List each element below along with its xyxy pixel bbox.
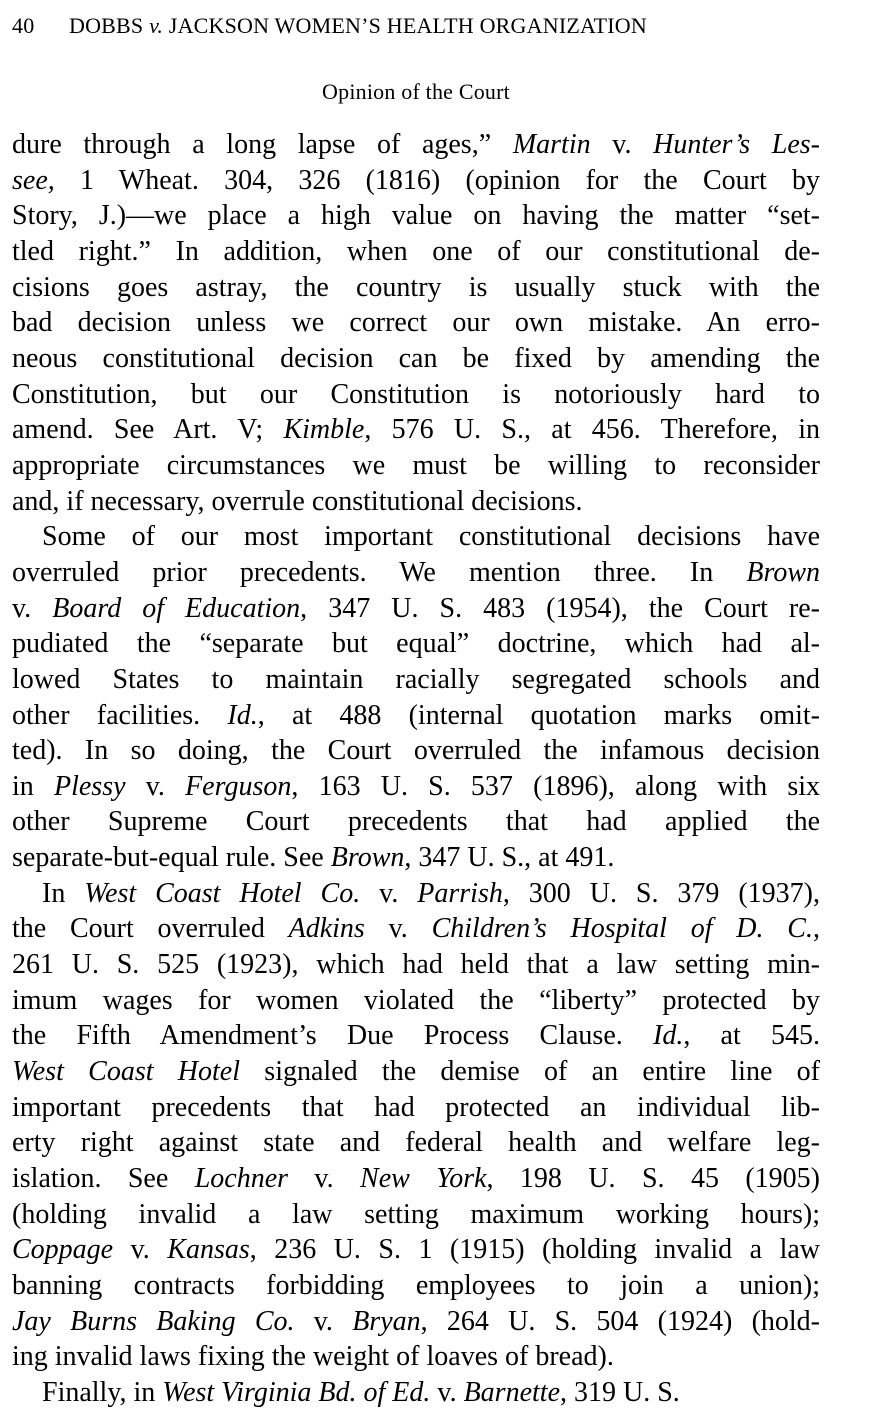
- italic-citation-text: Lochner: [194, 1163, 289, 1195]
- italic-citation-text: Jay Burns Baking Co.: [12, 1305, 295, 1337]
- text-line: [12, 1232, 820, 1268]
- text-run: lowed States to maintain racially segregated schools and: [12, 663, 820, 695]
- text-run: other Supreme Court precedents that had applied the: [12, 806, 820, 838]
- italic-citation-text: West Coast Hotel Co.: [84, 877, 361, 909]
- text-run: amend. See Art. V;: [12, 414, 284, 446]
- text-run: , 264 U. S. 504 (1924) (hold-: [420, 1305, 820, 1337]
- italic-citation-text: Board of Education: [52, 592, 301, 624]
- text-line: [12, 484, 820, 520]
- italic-citation-text: Children’s Hospital of D. C.: [431, 913, 813, 945]
- text-line: [12, 733, 820, 769]
- text-line: [12, 1375, 820, 1411]
- text-run: , at 545.: [683, 1020, 820, 1052]
- text-line: [12, 698, 820, 734]
- text-run: and, if necessary, overrule constitutional decisions.: [12, 485, 583, 517]
- text-run: 1 Wheat. 304, 326 (1816) (opinion for the Court by: [54, 164, 820, 196]
- italic-citation-text: Id.: [653, 1020, 684, 1052]
- italic-citation-text: Kansas: [167, 1234, 250, 1266]
- opinion-body-text: [12, 127, 820, 1411]
- text-line: [12, 519, 820, 555]
- text-run: Story, J.)—we place a high value on having the matter “set-: [12, 200, 820, 232]
- text-line: [12, 840, 820, 876]
- text-line: [12, 947, 820, 983]
- text-line: [12, 127, 820, 163]
- text-line: [12, 1161, 820, 1197]
- text-run: v.: [288, 1163, 361, 1195]
- text-run: banning contracts forbidding employees to join a union);: [12, 1270, 820, 1301]
- text-line: [12, 1304, 820, 1340]
- text-run: important precedents that had protected an individual lib-: [12, 1091, 820, 1123]
- text-line: [12, 591, 820, 627]
- running-head: [12, 12, 772, 40]
- text-run: separate-but-equal rule. See: [12, 842, 331, 874]
- text-run: Constitution, but our Constitution is notoriously hard to: [12, 378, 820, 410]
- text-line: [12, 1268, 820, 1304]
- text-run: In: [42, 877, 85, 909]
- text-run: bad decision unless we correct our own mistake. An erro-: [12, 307, 820, 339]
- text-line: [12, 662, 820, 698]
- text-line: [12, 163, 820, 199]
- text-run: , 236 U. S. 1 (1915) (holding invalid a law: [249, 1234, 821, 1266]
- italic-citation-text: Coppage: [12, 1234, 114, 1266]
- text-line: [12, 1197, 820, 1233]
- text-run: ing invalid laws fixing the weight of loaves of bread).: [12, 1341, 614, 1373]
- italic-citation-text: Brown: [746, 556, 820, 588]
- text-run: v.: [113, 1234, 168, 1266]
- text-line: [12, 448, 820, 484]
- text-line: [12, 1339, 820, 1375]
- text-line: [12, 911, 820, 947]
- text-run: dure through a long lapse of ages,”: [12, 129, 513, 160]
- italic-citation-text: Kimble: [283, 414, 365, 446]
- text-run: v.: [125, 770, 186, 802]
- text-run: imum wages for women violated the “liberty” protected by: [12, 984, 820, 1016]
- text-run: overruled prior precedents. We mention three. In: [12, 556, 747, 588]
- italic-citation-text: Barnette: [463, 1376, 560, 1408]
- case-caption: DOBBS v. JACKSON WOMEN’S HEALTH ORGANIZATION: [69, 13, 647, 38]
- text-run: tled right.” In addition, when one of our constitutional de-: [12, 235, 820, 267]
- text-line: [12, 1090, 820, 1126]
- text-run: , at 488 (internal quotation marks omit-: [257, 699, 820, 731]
- text-run: the Fifth Amendment’s Due Process Clause.: [12, 1020, 653, 1052]
- italic-citation-text: New York: [360, 1163, 487, 1195]
- text-run: v.: [364, 913, 432, 945]
- text-run: ,: [813, 913, 820, 945]
- italic-citation-text: Martin: [512, 129, 591, 160]
- text-run: Finally, in: [42, 1376, 163, 1408]
- text-line: [12, 876, 820, 912]
- italic-citation-text: Bryan: [352, 1305, 421, 1337]
- text-run: in: [12, 770, 54, 802]
- italic-citation-text: Parrish: [417, 877, 503, 909]
- italic-citation-text: West Virginia Bd. of Ed.: [162, 1376, 431, 1408]
- text-run: 261 U. S. 525 (1923), which had held that a law setting min-: [12, 949, 820, 981]
- text-line: [12, 626, 820, 662]
- italic-citation-text: Ferguson: [185, 770, 292, 802]
- text-run: (holding invalid a law setting maximum working hours);: [12, 1198, 820, 1230]
- text-line: [12, 555, 820, 591]
- text-line: [12, 198, 820, 234]
- section-label: Opinion of the Court: [322, 79, 510, 104]
- text-run: v.: [12, 592, 53, 624]
- text-run: signaled the demise of an entire line of: [240, 1056, 820, 1088]
- text-line: [12, 341, 820, 377]
- text-line: [12, 305, 820, 341]
- text-run: , 347 U. S., at 491.: [404, 842, 615, 874]
- text-run: islation. See: [12, 1163, 195, 1195]
- italic-citation-text: Id.: [227, 699, 258, 731]
- text-line: [12, 377, 820, 413]
- text-line: [12, 412, 820, 448]
- page-number: 40: [12, 13, 35, 38]
- italic-citation-text: Hunter’s Les-: [653, 129, 820, 160]
- text-run: , 163 U. S. 537 (1896), along with six: [291, 770, 821, 802]
- text-run: v.: [590, 129, 654, 160]
- text-run: ted). In so doing, the Court overruled the infamous decision: [12, 735, 820, 767]
- text-run: , 347 U. S. 483 (1954), the Court re-: [300, 592, 820, 624]
- text-line: [12, 1054, 820, 1090]
- text-run: appropriate circumstances we must be willing to reconsider: [12, 449, 820, 481]
- italic-citation-text: Adkins: [288, 913, 365, 945]
- text-run: cisions goes astray, the country is usually stuck with the: [12, 271, 820, 303]
- text-run: , 576 U. S., at 456. Therefore, in: [364, 414, 820, 446]
- text-line: [12, 769, 820, 805]
- italic-citation-text: Brown: [330, 842, 405, 874]
- text-run: v.: [294, 1305, 353, 1337]
- text-run: Some of our most important constitutional decisions have: [42, 521, 820, 553]
- text-run: v.: [430, 1376, 464, 1408]
- text-line: [12, 1018, 820, 1054]
- text-run: , 198 U. S. 45 (1905): [486, 1163, 820, 1195]
- italic-citation-text: see,: [12, 164, 55, 196]
- text-run: other facilities.: [12, 699, 228, 731]
- text-line: [12, 1125, 820, 1161]
- text-run: v.: [360, 877, 418, 909]
- text-run: erty right against state and federal health and welfare leg-: [12, 1127, 820, 1159]
- text-run: the Court overruled: [12, 913, 289, 945]
- text-run: neous constitutional decision can be fixed by amending the: [12, 342, 820, 374]
- text-run: pudiated the “separate but equal” doctrine, which had al-: [12, 628, 820, 660]
- text-line: [12, 983, 820, 1019]
- text-line: [12, 270, 820, 306]
- text-run: , 319 U. S.: [560, 1376, 680, 1408]
- italic-citation-text: Plessy: [53, 770, 126, 802]
- text-line: [12, 234, 820, 270]
- text-run: , 300 U. S. 379 (1937),: [502, 877, 821, 909]
- text-line: [12, 804, 820, 840]
- italic-citation-text: West Coast Hotel: [12, 1056, 241, 1088]
